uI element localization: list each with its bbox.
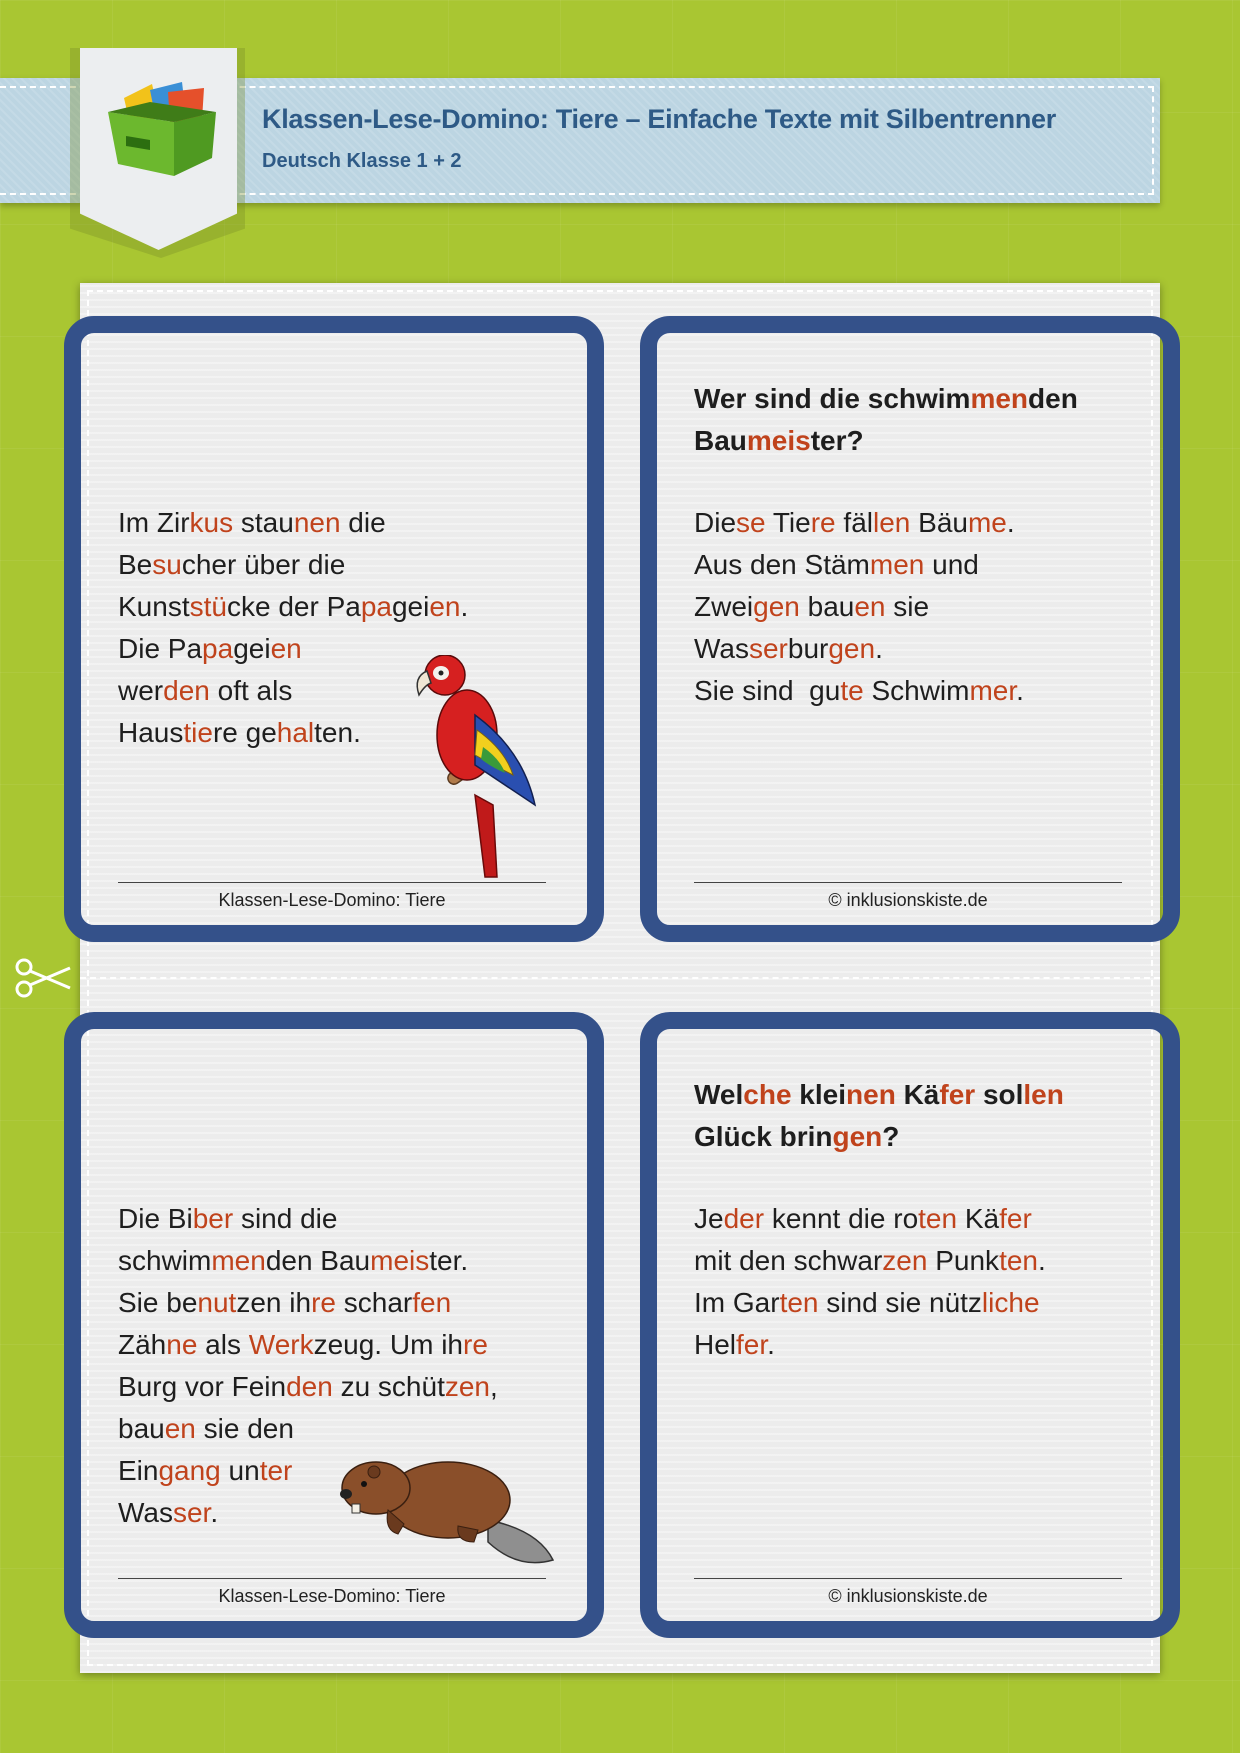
text-segment: sind die (233, 1203, 338, 1234)
syllable-highlight: gen (832, 1121, 883, 1152)
text-segment: Haus (118, 717, 184, 748)
text-segment: Kunst (118, 591, 190, 622)
card-1-footer: Klassen-Lese-Domino: Tiere (218, 890, 446, 910)
syllable-highlight: gang (158, 1455, 221, 1486)
syllable-highlight: men (970, 383, 1029, 414)
text-segment: und (924, 549, 979, 580)
syllable-highlight: en (429, 591, 461, 622)
text-line (118, 1324, 498, 1366)
syllable-highlight: ten (999, 1245, 1038, 1276)
syllable-highlight: nen (846, 1079, 896, 1110)
syllable-highlight: en (164, 1413, 196, 1444)
text-segment: Die (694, 507, 737, 538)
text-segment: Sie be (118, 1287, 198, 1318)
card-2-text (694, 502, 1024, 712)
text-segment: bau (799, 591, 855, 622)
card-3-footer: Klassen-Lese-Domino: Tiere (218, 1586, 446, 1606)
text-line (694, 1324, 1046, 1366)
text-line (694, 378, 1078, 420)
text-segment: ter? (810, 425, 864, 456)
text-segment: schar (335, 1287, 413, 1318)
beaver-icon (338, 1430, 558, 1570)
text-segment: klei (791, 1079, 847, 1110)
text-segment: sol (975, 1079, 1024, 1110)
syllable-highlight: men (869, 549, 925, 580)
text-segment: . (1038, 1245, 1046, 1276)
syllable-highlight: fer (939, 1079, 976, 1110)
syllable-highlight: ser (172, 1497, 211, 1528)
card-1-footer-rule (118, 882, 546, 883)
text-segment: Bäu (910, 507, 968, 538)
text-segment: die (340, 507, 386, 538)
syllable-highlight: mer (969, 675, 1017, 706)
text-segment: Aus den Stäm (694, 549, 870, 580)
text-segment: Die Pa (118, 633, 203, 664)
text-segment: zen ih (236, 1287, 312, 1318)
text-segment: Zäh (118, 1329, 167, 1360)
syllable-highlight: ten (918, 1203, 958, 1234)
text-line (118, 1282, 498, 1324)
syllable-highlight: meis (370, 1245, 430, 1276)
text-line (694, 1240, 1046, 1282)
text-segment: . (875, 633, 883, 664)
text-segment: stau (233, 507, 294, 538)
text-segment: als (197, 1329, 249, 1360)
syllable-highlight: kus (189, 507, 234, 538)
syllable-highlight: re (810, 507, 836, 538)
text-segment: Wer sind die schwim (694, 383, 971, 414)
text-segment: oft als (209, 675, 293, 706)
text-segment: ter. (429, 1245, 469, 1276)
syllable-highlight: der (723, 1203, 765, 1234)
syllable-highlight: zen (882, 1245, 928, 1276)
syllable-highlight: den (163, 675, 210, 706)
text-segment: bur (787, 633, 829, 664)
text-segment: mit den schwar (694, 1245, 883, 1276)
syllable-highlight: gen (753, 591, 800, 622)
text-segment: Was (118, 1497, 173, 1528)
text-line (118, 502, 468, 544)
text-segment: Punk (927, 1245, 1000, 1276)
syllable-highlight: ter (259, 1455, 293, 1486)
card-2-footer: © inklusionskiste.de (828, 890, 988, 910)
text-segment: zeug. Um ih (313, 1329, 463, 1360)
syllable-highlight: ber (192, 1203, 234, 1234)
card-4-footer-rule (694, 1578, 1122, 1579)
syllable-highlight: me (967, 507, 1007, 538)
syllable-highlight: ne (166, 1329, 198, 1360)
text-line (694, 1282, 1046, 1324)
text-line (118, 1198, 498, 1240)
syllable-highlight: zen (444, 1371, 491, 1402)
text-segment: Im Gar (694, 1287, 780, 1318)
text-segment: Kä (895, 1079, 940, 1110)
syllable-highlight: den (286, 1371, 333, 1402)
text-segment: gei (391, 591, 430, 622)
syllable-highlight: se (736, 507, 766, 538)
text-line (694, 544, 1024, 586)
text-segment: fäl (835, 507, 873, 538)
syllable-highlight: su (152, 549, 182, 580)
text-segment: gei (233, 633, 271, 664)
syllable-highlight: te (840, 675, 864, 706)
syllable-highlight: len (873, 507, 911, 538)
syllable-highlight: meis (746, 425, 811, 456)
text-segment: un (220, 1455, 260, 1486)
syllable-highlight: gen (828, 633, 876, 664)
text-line (694, 586, 1024, 628)
syllable-highlight: fer (999, 1203, 1032, 1234)
text-segment: Be (118, 549, 153, 580)
page-title: Klassen-Lese-Domino: Tiere – Einfache Texte mit Silbentrenner (262, 104, 1056, 134)
syllable-highlight: pa (202, 633, 234, 664)
card-4-text (694, 1198, 1046, 1366)
text-segment: Je (694, 1203, 724, 1234)
text-segment: den Bau (265, 1245, 371, 1276)
text-segment: kennt die ro (764, 1203, 919, 1234)
text-segment: bau (118, 1413, 165, 1444)
text-line (118, 1366, 498, 1408)
syllable-highlight: re (311, 1287, 336, 1318)
text-line (694, 1198, 1046, 1240)
text-segment: . (767, 1329, 775, 1360)
text-segment: ten. (314, 717, 361, 748)
syllable-highlight: en (854, 591, 886, 622)
text-segment: Hel (694, 1329, 737, 1360)
text-line (118, 1240, 498, 1282)
text-segment: wer (118, 675, 164, 706)
text-segment: Was (694, 633, 749, 664)
syllable-highlight: che (743, 1079, 792, 1110)
card-3-footer-rule (118, 1578, 546, 1579)
text-segment: Ein (118, 1455, 159, 1486)
card-2-footer-rule (694, 882, 1122, 883)
text-segment: Die Bi (118, 1203, 193, 1234)
syllable-highlight: re (463, 1329, 488, 1360)
text-segment: re ge (212, 717, 277, 748)
card-4-question (694, 1074, 1064, 1158)
text-segment: Im Zir (118, 507, 190, 538)
text-segment: Kä (957, 1203, 1000, 1234)
parrot-icon (405, 655, 545, 880)
syllable-highlight: fen (412, 1287, 452, 1318)
text-line (694, 1116, 1064, 1158)
text-line (118, 586, 468, 628)
scissors-icon (14, 958, 74, 998)
syllable-highlight: li (981, 1287, 995, 1318)
text-segment: . (460, 591, 469, 622)
toy-box-icon (104, 78, 222, 178)
card-2-question (694, 378, 1078, 462)
text-segment: Schwim (863, 675, 970, 706)
text-segment: Tie (765, 507, 811, 538)
syllable-highlight: ser (748, 633, 788, 664)
page-subtitle: Deutsch Klasse 1 + 2 (262, 150, 462, 172)
syllable-highlight: pa (360, 591, 392, 622)
syllable-highlight: en (270, 633, 302, 664)
text-segment: sind sie nütz (818, 1287, 982, 1318)
text-segment: Burg vor Fein (118, 1371, 287, 1402)
text-segment: schwim (118, 1245, 212, 1276)
text-line (694, 1074, 1064, 1116)
syllable-highlight: Werk (248, 1329, 314, 1360)
cut-line (80, 977, 1160, 979)
text-segment: . (1006, 507, 1015, 538)
syllable-highlight: fer (736, 1329, 768, 1360)
syllable-highlight: ten (779, 1287, 819, 1318)
text-line (694, 502, 1024, 544)
syllable-highlight: stü (189, 591, 227, 622)
text-segment: ? (882, 1121, 900, 1152)
text-segment: . (1016, 675, 1024, 706)
text-segment: zu schüt (332, 1371, 445, 1402)
text-segment: Bau (694, 425, 747, 456)
text-segment: cke der Pa (226, 591, 361, 622)
syllable-highlight: tie (183, 717, 213, 748)
text-line (694, 670, 1024, 712)
text-segment: den (1028, 383, 1078, 414)
syllable-highlight: hal (276, 717, 315, 748)
syllable-highlight: len (1023, 1079, 1064, 1110)
text-line (118, 544, 468, 586)
syllable-highlight: men (211, 1245, 266, 1276)
text-segment: cher über die (181, 549, 346, 580)
text-line (694, 628, 1024, 670)
text-segment: sie (885, 591, 930, 622)
text-segment: Zwei (694, 591, 754, 622)
text-segment: . (210, 1497, 219, 1528)
syllable-highlight: nut (197, 1287, 237, 1318)
text-line (694, 420, 1078, 462)
syllable-highlight: che (994, 1287, 1040, 1318)
text-segment: Sie sind gu (694, 675, 841, 706)
card-4-footer: © inklusionskiste.de (828, 1586, 988, 1606)
text-segment: Wel (694, 1079, 744, 1110)
syllable-highlight: nen (293, 507, 341, 538)
text-segment: sie den (195, 1413, 294, 1444)
text-segment: Glück brin (694, 1121, 833, 1152)
text-segment: , (490, 1371, 498, 1402)
